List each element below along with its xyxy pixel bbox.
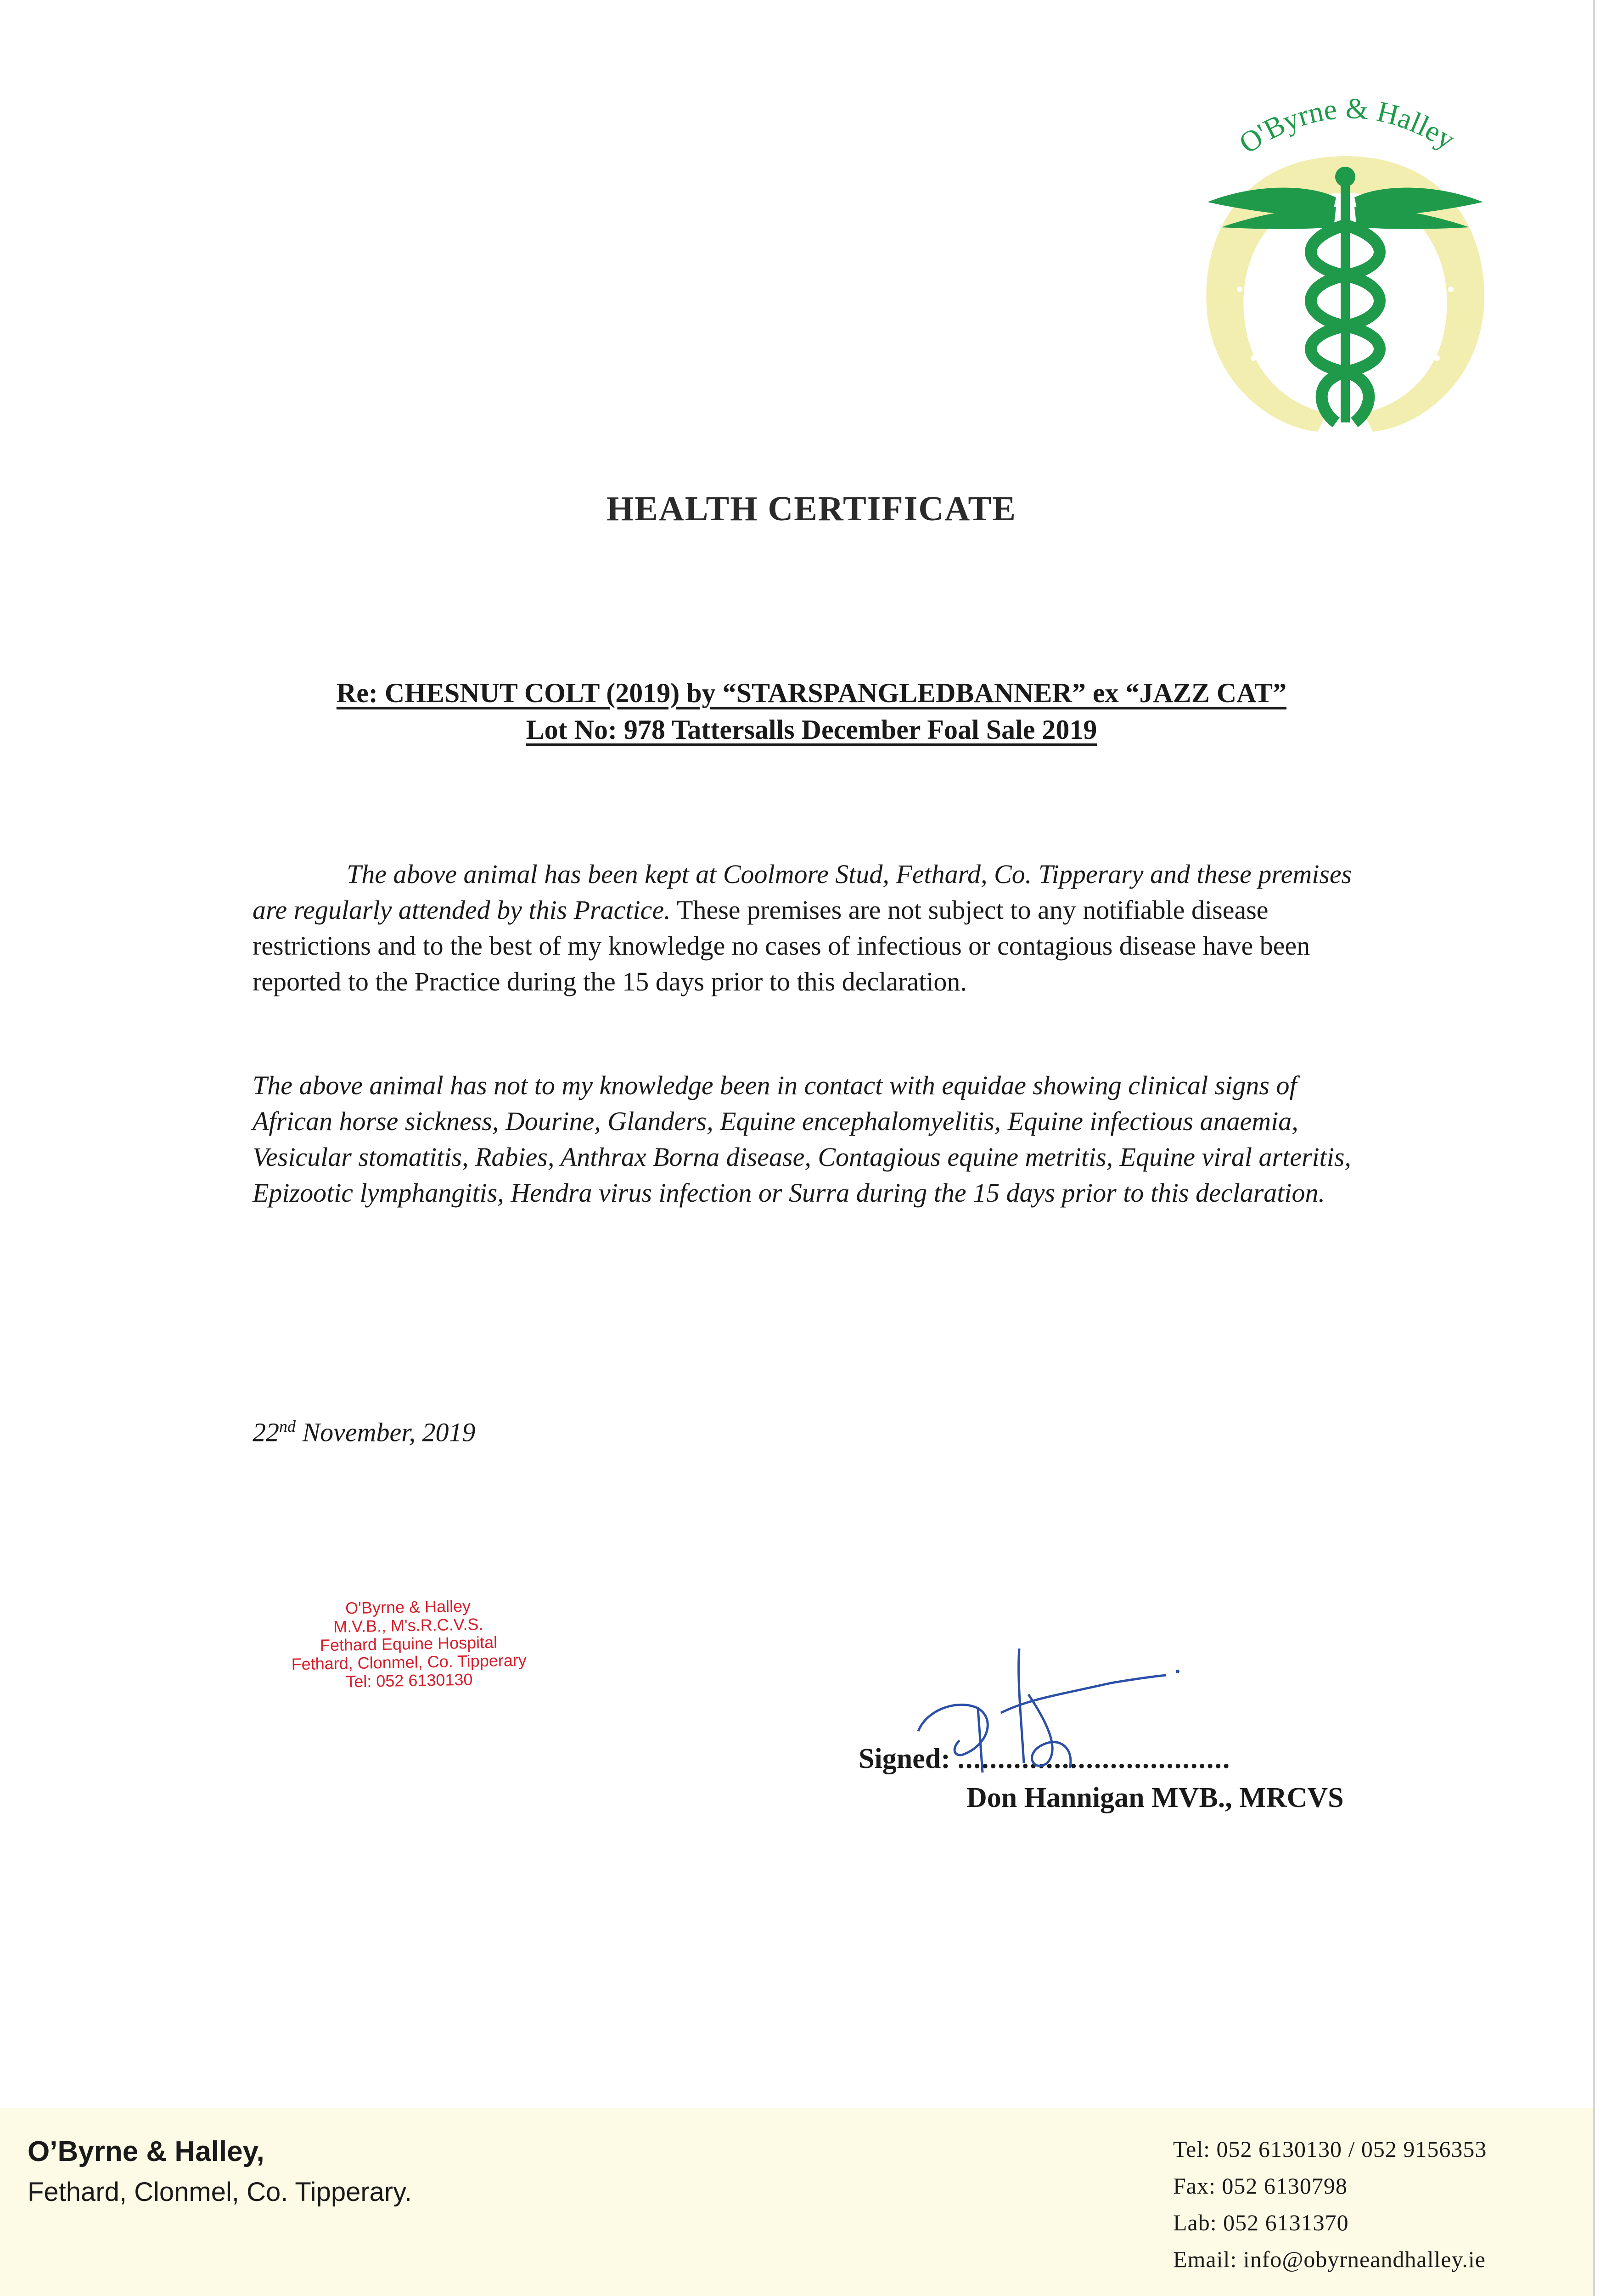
- footer-contact-block: [1173, 2131, 1487, 2278]
- signed-label: Signed:: [859, 1743, 950, 1774]
- date-suffix: nd: [279, 1417, 296, 1435]
- svg-text:O'Byrne & Halley: [1233, 92, 1461, 160]
- stamp-line: Fethard Equine Hospital: [320, 1632, 498, 1655]
- certificate-date: [253, 1417, 475, 1447]
- page-title: HEALTH CERTIFICATE: [607, 490, 1016, 528]
- declaration-italic-text: The above animal has been kept at Coolmore Stud, Fethard, Co. Tipperary and these premises are regularly attended by this Practice.: [253, 859, 1352, 925]
- stamp-line: O'Byrne & Halley: [345, 1596, 471, 1618]
- practice-stamp: [256, 1595, 561, 1692]
- contact-declaration-paragraph: The above animal has not to my knowledge been in contact with equidae showing clinical signs of African horse sickness, Dourine, Glanders, Equine encephalomyelitis, Equine infectious anaemia, Vesicular stomatitis, Rabies, Anthrax Borna disease, Contagious equine metritis, Equine viral arteritis, Epizootic lymphangitis, Hendra virus infection or Surra during the 15 days prior to this declaration.: [253, 1070, 1351, 1208]
- stamp-line: Fethard, Clonmel, Co. Tipperary: [291, 1650, 527, 1674]
- letterhead-footer: [0, 2108, 1593, 2296]
- subject-line-horse: Re: CHESNUT COLT (2019) by “STARSPANGLEDBANNER” ex “JAZZ CAT”: [336, 678, 1287, 708]
- logo-text: O'Byrne & Halley: [1233, 91, 1461, 160]
- footer-email: Email: info@obyrneandhalley.ie: [1173, 2246, 1486, 2272]
- date-rest: November, 2019: [302, 1417, 476, 1447]
- scan-edge-line: [1593, 0, 1595, 2296]
- signatory-name: Don Hannigan MVB., MRCVS: [966, 1782, 1344, 1813]
- handwritten-signature-icon: [909, 1639, 1194, 1791]
- signature-dots: ..................................: [957, 1743, 1231, 1774]
- caduceus-horseshoe-logo-icon: [1180, 60, 1511, 441]
- footer-fax: Fax: 052 6130798: [1173, 2173, 1348, 2199]
- footer-tel: Tel: 052 6130130 / 052 9156353: [1173, 2136, 1487, 2162]
- date-day: 22: [253, 1417, 279, 1447]
- practice-logo: [1180, 60, 1511, 441]
- stamp-line: Tel: 052 6130130: [345, 1670, 473, 1691]
- footer-practice-name: O’Byrne & Halley,: [28, 2136, 264, 2167]
- footer-address: Fethard, Clonmel, Co. Tipperary.: [28, 2177, 412, 2207]
- declaration-paragraph: [253, 856, 1364, 1000]
- footer-lab: Lab: 052 6131370: [1173, 2210, 1349, 2235]
- stamp-line: M.V.B., M's.R.C.V.S.: [333, 1615, 483, 1636]
- subject-line-lot: Lot No: 978 Tattersalls December Foal Sale 2019: [526, 715, 1097, 745]
- declaration-normal-text: These premises are not subject to any notifiable disease restrictions and to the best of my knowledge no cases of infectious or contagious disease have been reported to the Practice during the 15 days prior to this declaration.: [253, 895, 1310, 996]
